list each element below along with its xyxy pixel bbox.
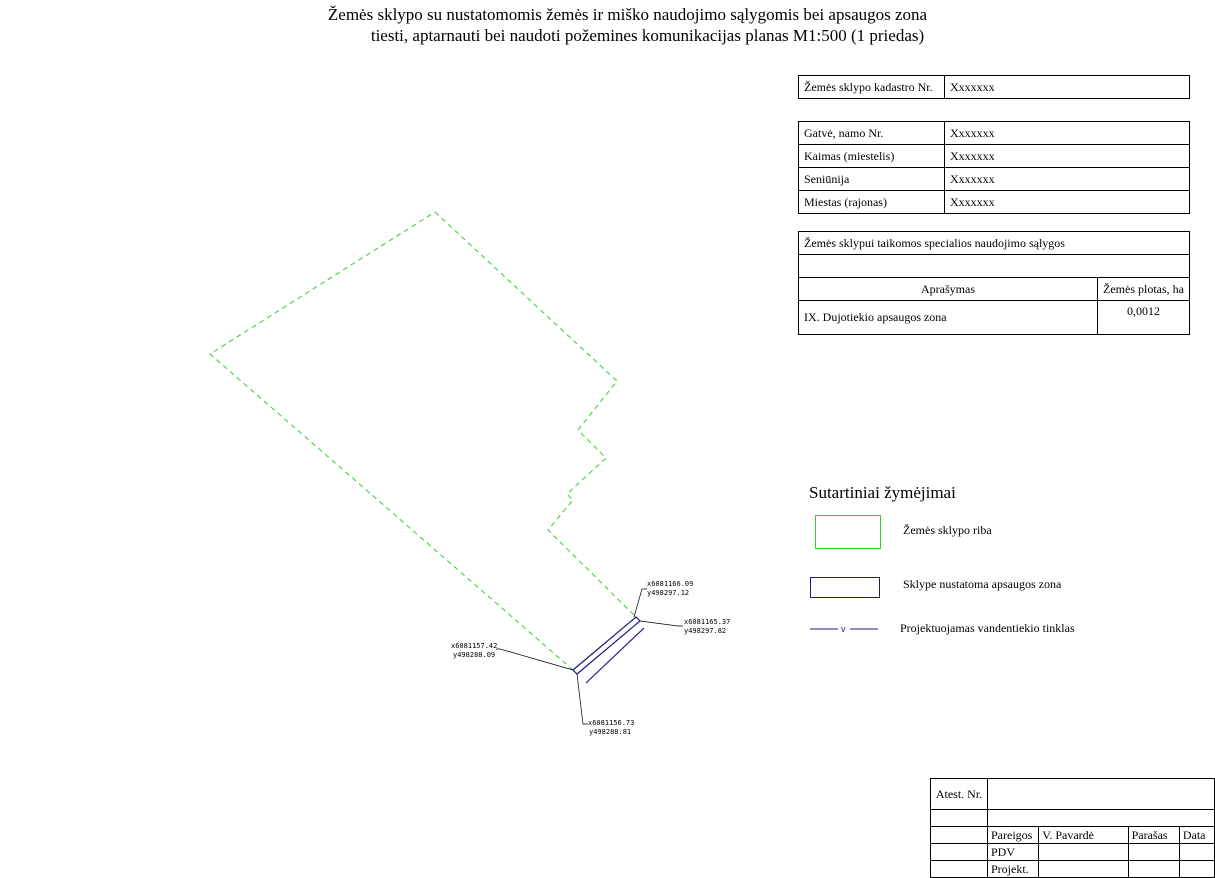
cadastre-label: Žemės sklypo kadastro Nr.: [799, 76, 945, 99]
address-label: Kaimas (miestelis): [799, 145, 945, 168]
coord-x: x6081156.73: [588, 719, 635, 727]
stamp-col: Pareigos: [988, 827, 1039, 844]
legend-pipe-label: Projektuojamas vandentiekio tinklas: [900, 621, 1075, 635]
address-value: Xxxxxxx: [945, 145, 1190, 168]
address-value: Xxxxxxx: [945, 122, 1190, 145]
stamp-col: V. Pavardė: [1039, 827, 1128, 844]
water-pipe-line: [586, 628, 644, 683]
leader-line: [634, 589, 647, 617]
legend-title: Sutartiniai žymėjimai: [809, 483, 956, 502]
coord-y: y498297.82: [684, 627, 727, 635]
stamp-col: Parašas: [1128, 827, 1179, 844]
legend-pipe-mark: v: [841, 624, 846, 634]
plot-boundary: [210, 212, 636, 670]
coord-x: x6081157.42: [451, 642, 498, 650]
legend-boundary-swatch: [815, 515, 881, 549]
coord-y: y498297.12: [647, 589, 690, 597]
address-value: Xxxxxxx: [945, 168, 1190, 191]
protection-zone: [573, 617, 640, 674]
leader-line: [496, 649, 573, 670]
coord-y: y498288.81: [589, 728, 632, 736]
title-line-1: Žemės sklypo su nustatomomis žemės ir miško naudojimo sąlygomis bei apsaugos zona: [327, 5, 928, 24]
atest-label: Atest. Nr.: [931, 779, 988, 810]
conditions-row-area: 0,0012: [1098, 301, 1190, 335]
stamp-col: Data: [1179, 827, 1214, 844]
conditions-title: Žemės sklypui taikomos specialios naudojimo sąlygos: [799, 232, 1190, 255]
legend-zone-swatch: [810, 577, 880, 598]
coord-y: y498288.09: [453, 651, 496, 659]
address-label: Seniūnija: [799, 168, 945, 191]
coord-x: x6081166.09: [647, 580, 694, 588]
conditions-col-desc: Aprašymas: [799, 278, 1098, 301]
legend-pipe-symbol: [810, 624, 878, 634]
legend-zone-label: Sklype nustatoma apsaugos zona: [903, 577, 1062, 591]
title-line-2: tiesti, aptarnauti bei naudoti požemines komunikacijas planas M1:500 (1 priedas): [370, 26, 925, 45]
conditions-col-area: Žemės plotas, ha: [1098, 278, 1190, 301]
title-block: [930, 778, 1215, 878]
address-label: Gatvė, namo Nr.: [799, 122, 945, 145]
address-label: Miestas (rajonas): [799, 191, 945, 214]
leader-line: [577, 674, 588, 724]
stamp-row: PDV: [988, 844, 1039, 861]
leader-line: [640, 621, 683, 626]
cadastre-value: Xxxxxxx: [945, 76, 1190, 99]
address-value: Xxxxxxx: [945, 191, 1190, 214]
legend-boundary-label: Žemės sklypo riba: [903, 523, 992, 537]
coord-x: x6081165.37: [684, 618, 731, 626]
stamp-row: Projekt.: [988, 861, 1039, 878]
conditions-row-desc: IX. Dujotiekio apsaugos zona: [799, 301, 1098, 335]
